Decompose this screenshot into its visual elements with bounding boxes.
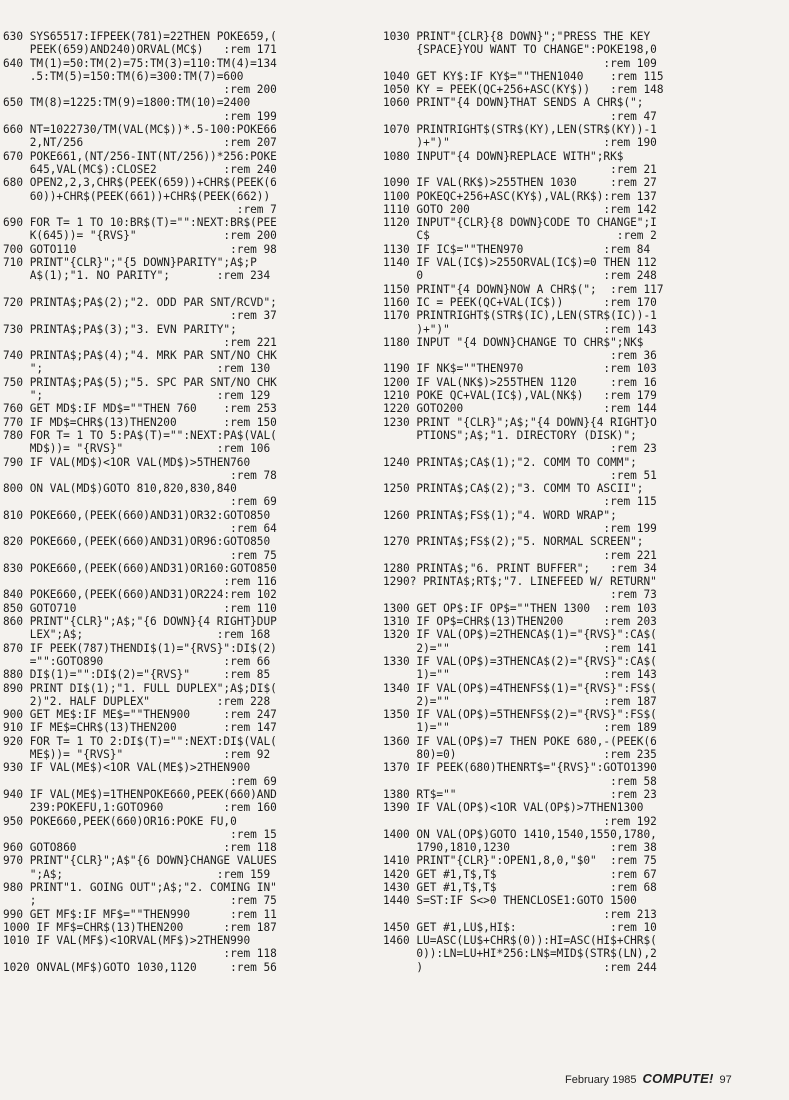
listing-line: )+")" :rem 190 bbox=[383, 136, 657, 150]
listing-line: 1280 PRINTA$;"6. PRINT BUFFER"; :rem 34 bbox=[383, 561, 657, 575]
listing-line: 1100 POKEQC+256+ASC(KY$),VAL(RK$):rem 137 bbox=[383, 189, 657, 203]
listing-line: 950 POKE660,PEEK(660)OR16:POKE FU,0 bbox=[3, 814, 237, 828]
listing-line: 1410 PRINT"{CLR}":OPEN1,8,0,"$0" :rem 75 bbox=[383, 854, 657, 868]
listing-line: :rem 213 bbox=[383, 907, 657, 921]
listing-line: :rem 78 bbox=[3, 468, 277, 482]
listing-line: 890 PRINT DI$(1);"1. FULL DUPLEX";A$;DI$( bbox=[3, 681, 277, 695]
listing-line: 1070 PRINTRIGHT$(STR$(KY),LEN(STR$(KY))-1 bbox=[383, 123, 657, 137]
listing-line: 1060 PRINT"{4 DOWN}THAT SENDS A CHR$("; bbox=[383, 96, 644, 110]
listing-line: :rem 192 bbox=[383, 814, 657, 828]
listing-line: "; :rem 130 bbox=[3, 362, 271, 376]
listing-line: 850 GOTO710 :rem 110 bbox=[3, 601, 277, 615]
listing-line: 660 NT=1022730/TM(VAL(MC$))*.5-100:POKE66 bbox=[3, 123, 277, 137]
listing-line: 650 TM(8)=1225:TM(9)=1800:TM(10)=2400 bbox=[3, 96, 251, 110]
listing-line: :rem 58 bbox=[383, 774, 657, 788]
listing-line: PEEK(659)AND240)ORVAL(MC$) :rem 171 bbox=[3, 43, 277, 57]
listing-line: 1370 IF PEEK(680)THENRT$="{RVS}":GOTO1390 bbox=[383, 761, 657, 775]
listing-line: 2)="" :rem 141 bbox=[383, 641, 657, 655]
listing-line: ) :rem 244 bbox=[383, 960, 657, 974]
listing-line: 1190 IF NK$=""THEN970 :rem 103 bbox=[383, 362, 657, 376]
listing-line: 880 DI$(1)="":DI$(2)="{RVS}" :rem 85 bbox=[3, 668, 271, 682]
listing-line: 1360 IF VAL(OP$)=7 THEN POKE 680,-(PEEK(6 bbox=[383, 734, 657, 748]
listing-line: 239:POKEFU,1:GOTO960 :rem 160 bbox=[3, 801, 277, 815]
listing-line: .5:TM(5)=150:TM(6)=300:TM(7)=600 bbox=[3, 69, 244, 83]
listing-line: 2)"2. HALF DUPLEX" :rem 228 bbox=[3, 694, 271, 708]
listing-line: 760 GET MD$:IF MD$=""THEN 760 :rem 253 bbox=[3, 402, 277, 416]
listing-line: :rem 73 bbox=[383, 588, 657, 602]
listing-line: ME$))= "{RVS}" :rem 92 bbox=[3, 748, 271, 762]
listing-line: 1330 IF VAL(OP$)=3THENCA$(2)="{RVS}":CA$( bbox=[383, 654, 657, 668]
listing-line: "; :rem 129 bbox=[3, 389, 271, 403]
listing-line: 645,VAL(MC$):CLOSE2 :rem 240 bbox=[3, 162, 277, 176]
listing-line: 1200 IF VAL(NK$)>255THEN 1120 :rem 16 bbox=[383, 375, 657, 389]
listing-line: PTIONS";A$;"1. DIRECTORY (DISK)"; bbox=[383, 428, 637, 442]
listing-line: LEX";A$; :rem 168 bbox=[3, 628, 271, 642]
listing-line: :rem 116 bbox=[3, 575, 277, 589]
listing-line: 1300 GET OP$:IF OP$=""THEN 1300 :rem 103 bbox=[383, 601, 657, 615]
listing-line: :rem 7 bbox=[3, 202, 277, 216]
listing-line: 1460 LU=ASC(LU$+CHR$(0)):HI=ASC(HI$+CHR$( bbox=[383, 934, 657, 948]
listing-line: 750 PRINTA$;PA$(5);"5. SPC PAR SNT/NO CHK bbox=[3, 375, 277, 389]
listing-line: 1260 PRINTA$;FS$(1);"4. WORD WRAP"; bbox=[383, 508, 617, 522]
listing-line: ";A$; :rem 159 bbox=[3, 867, 271, 881]
listing-line: 940 IF VAL(ME$)=1THENPOKE660,PEEK(660)AND bbox=[3, 787, 277, 801]
listing-line: 1)="" :rem 189 bbox=[383, 721, 657, 735]
listing-line: :rem 221 bbox=[3, 335, 277, 349]
listing-line: 970 PRINT"{CLR}";A$"{6 DOWN}CHANGE VALUES bbox=[3, 854, 277, 868]
listing-line: A$(1);"1. NO PARITY"; :rem 234 bbox=[3, 269, 271, 283]
listing-line: 1090 IF VAL(RK$)>255THEN 1030 :rem 27 bbox=[383, 176, 657, 190]
listing-line: 1030 PRINT"{CLR}{8 DOWN}";"PRESS THE KEY bbox=[383, 30, 651, 43]
listing-line: 1110 GOTO 200 :rem 142 bbox=[383, 202, 657, 216]
listing-line: MD$))= "{RVS}" :rem 106 bbox=[3, 442, 271, 456]
footer-magazine: COMPUTE! bbox=[642, 1071, 714, 1086]
listing-line: :rem 75 bbox=[3, 548, 277, 562]
listing-line: ; :rem 75 bbox=[3, 894, 277, 908]
listing-line: 930 IF VAL(ME$)<1OR VAL(ME$)>2THEN900 bbox=[3, 761, 251, 775]
listing-line: :rem 69 bbox=[3, 774, 277, 788]
listing-line: 1310 IF OP$=CHR$(13)THEN200 :rem 203 bbox=[383, 615, 657, 629]
listing-line: 1220 GOTO200 :rem 144 bbox=[383, 402, 657, 416]
listing-line: 630 SYS65517:IFPEEK(781)=22THEN POKE659,( bbox=[3, 30, 277, 43]
listing-line: 1270 PRINTA$;FS$(2);"5. NORMAL SCREEN"; bbox=[383, 535, 644, 549]
listing-line: 1)="" :rem 143 bbox=[383, 668, 657, 682]
listing-line: K(645))= "{RVS}" :rem 200 bbox=[3, 229, 277, 243]
listing-line: 1290? PRINTA$;RT$;"7. LINEFEED W/ RETURN" bbox=[383, 575, 657, 589]
listing-line: 960 GOTO860 :rem 118 bbox=[3, 841, 277, 855]
listing-line: 830 POKE660,(PEEK(660)AND31)OR160:GOTO850 bbox=[3, 561, 277, 575]
listing-line: 710 PRINT"{CLR}";"{5 DOWN}PARITY";A$;P bbox=[3, 256, 257, 270]
listing-line: 1440 S=ST:IF S<>0 THENCLOSE1:GOTO 1500 bbox=[383, 894, 637, 908]
listing-line: 1320 IF VAL(OP$)=2THENCA$(1)="{RVS}":CA$( bbox=[383, 628, 657, 642]
listing-line: 770 IF MD$=CHR$(13)THEN200 :rem 150 bbox=[3, 415, 277, 429]
listing-line: 730 PRINTA$;PA$(3);"3. EVN PARITY"; bbox=[3, 322, 237, 336]
footer-date: February 1985 bbox=[565, 1074, 637, 1086]
listing-line: 1340 IF VAL(OP$)=4THENFS$(1)="{RVS}":FS$( bbox=[383, 681, 657, 695]
listing-line: 1420 GET #1,T$,T$ :rem 67 bbox=[383, 867, 657, 881]
listing-line: 1160 IC = PEEK(QC+VAL(IC$)) :rem 170 bbox=[383, 295, 657, 309]
listing-line: 720 PRINTA$;PA$(2);"2. ODD PAR SNT/RCVD"; bbox=[3, 295, 277, 309]
listing-line: 1040 GET KY$:IF KY$=""THEN1040 :rem 115 bbox=[383, 69, 664, 83]
listing-line: 810 POKE660,(PEEK(660)AND31)OR32:GOTO850 bbox=[3, 508, 271, 522]
listing-line: :rem 15 bbox=[3, 827, 277, 841]
listing-line: :rem 221 bbox=[383, 548, 657, 562]
listing-line: 1140 IF VAL(IC$)>255ORVAL(IC$)=0 THEN 112 bbox=[383, 256, 657, 270]
listing-line: 1010 IF VAL(MF$)<1ORVAL(MF$)>2THEN990 bbox=[3, 934, 251, 948]
listing-line: 990 GET MF$:IF MF$=""THEN990 :rem 11 bbox=[3, 907, 277, 921]
listing-line: :rem 115 bbox=[383, 495, 657, 509]
listing-column-left bbox=[3, 30, 379, 974]
listing-line: 1170 PRINTRIGHT$(STR$(IC),LEN(STR$(IC))-1 bbox=[383, 309, 657, 323]
listing-line: 1180 INPUT "{4 DOWN}CHANGE TO CHR$";NK$ bbox=[383, 335, 644, 349]
listing-line: :rem 37 bbox=[3, 309, 277, 323]
listing-line: 670 POKE661,(NT/256-INT(NT/256))*256:POKE bbox=[3, 149, 277, 163]
page-footer bbox=[565, 1071, 732, 1086]
listing-line: 1080 INPUT"{4 DOWN}REPLACE WITH";RK$ bbox=[383, 149, 624, 163]
listing-line: 980 PRINT"1. GOING OUT";A$;"2. COMING IN" bbox=[3, 881, 277, 894]
listing-line: :rem 64 bbox=[3, 521, 277, 535]
listing-line: ="":GOTO890 :rem 66 bbox=[3, 654, 271, 668]
listing-line: 1450 GET #1,LU$,HI$: :rem 10 bbox=[383, 920, 657, 934]
listing-line: C$ :rem 2 bbox=[383, 229, 657, 243]
listing-column-right bbox=[383, 30, 783, 974]
listing-line: 640 TM(1)=50:TM(2)=75:TM(3)=110:TM(4)=134 bbox=[3, 56, 277, 70]
listing-line: 860 PRINT"{CLR}";A$;"{6 DOWN}{4 RIGHT}DUP bbox=[3, 615, 277, 629]
listing-line bbox=[3, 283, 379, 296]
listing-line: 690 FOR T= 1 TO 10:BR$(T)="":NEXT:BR$(PEE bbox=[3, 216, 277, 230]
listing-line: 780 FOR T= 1 TO 5:PA$(T)="":NEXT:PA$(VAL( bbox=[3, 428, 277, 442]
listing-line: 60))+CHR$(PEEK(661))+CHR$(PEEK(662)) bbox=[3, 189, 271, 203]
listing-line: 820 POKE660,(PEEK(660)AND31)OR96:GOTO850 bbox=[3, 535, 271, 549]
listing-line: 2)="" :rem 187 bbox=[383, 694, 657, 708]
listing-line: :rem 118 bbox=[3, 947, 277, 961]
listing-line: 900 GET ME$:IF ME$=""THEN900 :rem 247 bbox=[3, 708, 277, 722]
listing-line: 840 POKE660,(PEEK(660)AND31)OR224:rem 102 bbox=[3, 588, 277, 602]
listing-line: 0)):LN=LU+HI*256:LN$=MID$(STR$(LN),2 bbox=[383, 947, 657, 961]
listing-line: :rem 69 bbox=[3, 495, 277, 509]
listing-line: 0 :rem 248 bbox=[383, 269, 657, 283]
listing-line: )+")" :rem 143 bbox=[383, 322, 657, 336]
listing-line: 910 IF ME$=CHR$(13)THEN200 :rem 147 bbox=[3, 721, 277, 735]
listing-line: 800 ON VAL(MD$)GOTO 810,820,830,840 bbox=[3, 482, 237, 496]
listing-line: 740 PRINTA$;PA$(4);"4. MRK PAR SNT/NO CHK bbox=[3, 349, 277, 363]
listing-line: :rem 21 bbox=[383, 162, 657, 176]
listing-line: 1430 GET #1,T$,T$ :rem 68 bbox=[383, 881, 657, 894]
listing-line: 1130 IF IC$=""THEN970 :rem 84 bbox=[383, 242, 651, 256]
listing-line: 790 IF VAL(MD$)<1OR VAL(MD$)>5THEN760 bbox=[3, 455, 251, 469]
listing-line: 1390 IF VAL(OP$)<1OR VAL(OP$)>7THEN1300 bbox=[383, 801, 644, 815]
footer-page-number: 97 bbox=[719, 1074, 732, 1086]
listing-line: 680 OPEN2,2,3,CHR$(PEEK(659))+CHR$(PEEK(6 bbox=[3, 176, 277, 190]
listing-line: 1210 POKE QC+VAL(IC$),VAL(NK$) :rem 179 bbox=[383, 389, 657, 403]
listing-line: 80)=0) :rem 235 bbox=[383, 748, 657, 762]
listing-line: :rem 47 bbox=[383, 109, 657, 123]
listing-line: :rem 36 bbox=[383, 349, 657, 363]
listing-line: :rem 23 bbox=[383, 442, 657, 456]
listing-line: 1020 ONVAL(MF$)GOTO 1030,1120 :rem 56 bbox=[3, 960, 277, 974]
listing-line: 1790,1810,1230 :rem 38 bbox=[383, 841, 657, 855]
listing-line: 1150 PRINT"{4 DOWN}NOW A CHR$("; :rem 117 bbox=[383, 282, 664, 296]
listing-line: 1230 PRINT "{CLR}";A$;"{4 DOWN}{4 RIGHT}O bbox=[383, 415, 657, 429]
listing-line: :rem 51 bbox=[383, 468, 657, 482]
listing-line: {SPACE}YOU WANT TO CHANGE":POKE198,0 bbox=[383, 43, 657, 57]
listing-line: 1400 ON VAL(OP$)GOTO 1410,1540,1550,1780, bbox=[383, 827, 657, 841]
listing-line: 2,NT/256 :rem 207 bbox=[3, 136, 277, 150]
listing-line: :rem 199 bbox=[383, 521, 657, 535]
listing-line: 1240 PRINTA$;CA$(1);"2. COMM TO COMM"; bbox=[383, 455, 637, 469]
listing-line: 1120 INPUT"{CLR}{8 DOWN}CODE TO CHANGE";I bbox=[383, 216, 657, 230]
listing-line: :rem 200 bbox=[3, 83, 277, 97]
listing-line: 1350 IF VAL(OP$)=5THENFS$(2)="{RVS}":FS$( bbox=[383, 708, 657, 722]
listing-line: 870 IF PEEK(787)THENDI$(1)="{RVS}":DI$(2) bbox=[3, 641, 277, 655]
listing-line: 700 GOTO110 :rem 98 bbox=[3, 242, 277, 256]
listing-line: :rem 109 bbox=[383, 56, 657, 70]
listing-line: 920 FOR T= 1 TO 2:DI$(T)="":NEXT:DI$(VAL( bbox=[3, 734, 277, 748]
listing-line: 1380 RT$="" :rem 23 bbox=[383, 787, 657, 801]
listing-line: 1050 KY = PEEK(QC+256+ASC(KY$)) :rem 148 bbox=[383, 83, 664, 97]
listing-line: :rem 199 bbox=[3, 109, 277, 123]
listing-line: 1250 PRINTA$;CA$(2);"3. COMM TO ASCII"; bbox=[383, 482, 644, 496]
listing-line: 1000 IF MF$=CHR$(13)THEN200 :rem 187 bbox=[3, 920, 277, 934]
